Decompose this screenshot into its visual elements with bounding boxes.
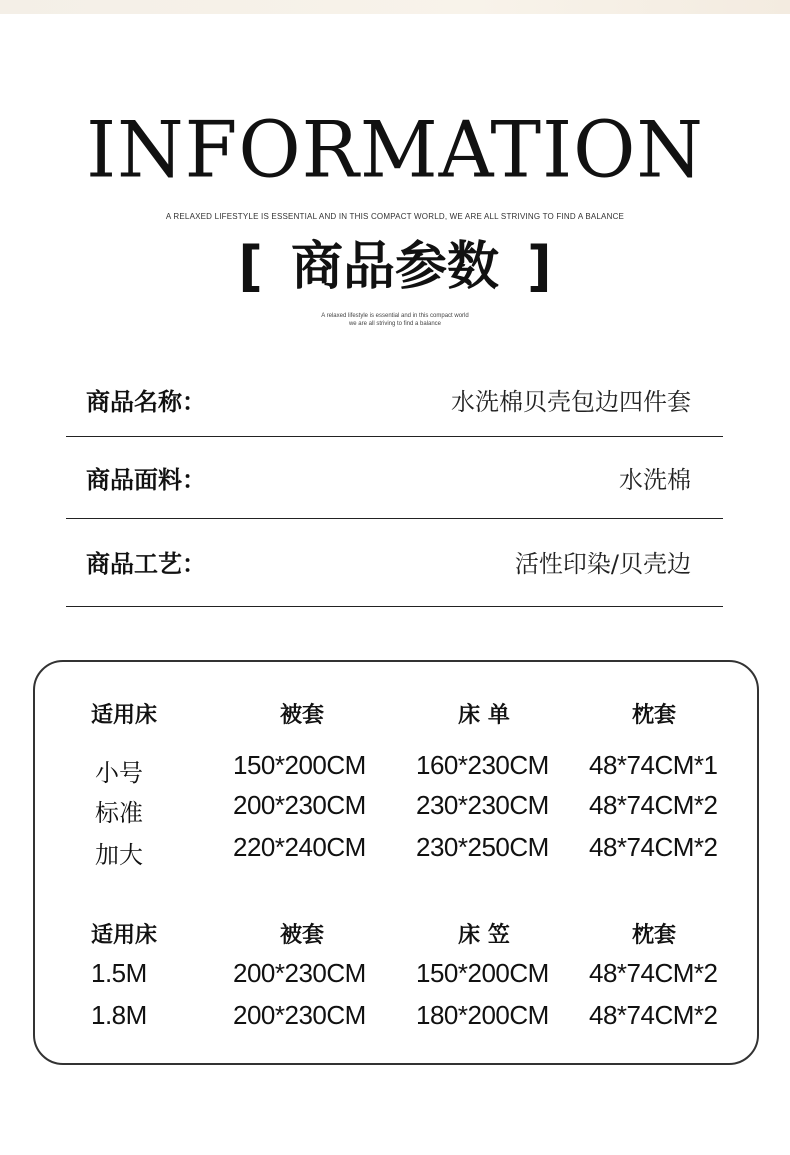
table-cell: 加大 [95,841,143,869]
info-label: 商品面料： [86,466,206,494]
table2-header-pillow: 枕套 [631,923,677,948]
table-cell: 160*230CM [416,750,549,780]
table2-header-bed: 适用床 [91,923,158,948]
table-cell: 48*74CM*2 [589,1000,718,1030]
information-title: INFORMATION [86,104,704,195]
info-row-fabric [66,436,723,519]
section-title-text: 商品参数 [290,237,499,297]
table-cell: 150*200CM [416,958,549,988]
table2-header-duvet: 被套 [279,923,325,948]
table1-header-pillow: 枕套 [631,703,677,728]
table-cell: 1.5M [91,958,147,988]
table-cell: 48*74CM*2 [589,832,718,862]
info-row-name [66,370,723,437]
table-cell: 230*230CM [416,790,549,820]
info-value: 活性印染/贝壳边 [514,550,691,578]
table1-header-sheet: 床 单 [458,703,510,728]
info-value: 水洗棉贝壳包边四件套 [451,388,691,416]
table-cell: 48*74CM*2 [589,790,718,820]
table-cell: 48*74CM*1 [589,750,718,780]
table-cell: 200*230CM [233,958,366,988]
left-bracket: [ [238,235,263,298]
info-value: 水洗棉 [619,466,691,494]
table-cell: 48*74CM*2 [589,958,718,988]
table-cell: 小号 [95,759,143,787]
table-cell: 200*230CM [233,790,366,820]
section-title [0,235,790,298]
table-cell: 标准 [95,799,143,827]
table1-header-bed: 适用床 [91,703,158,728]
table1-header-duvet: 被套 [279,703,325,728]
right-bracket: ] [527,235,552,298]
table-cell: 150*200CM [233,750,366,780]
small-tagline-1: A relaxed lifestyle is essential and in this compact world [321,313,469,319]
table2-header-fitted-sheet: 床 笠 [458,923,510,948]
table-cell: 180*200CM [416,1000,549,1030]
tagline: A RELAXED LIFESTYLE IS ESSENTIAL AND IN THIS COMPACT WORLD, WE ARE ALL STRIVING TO FIND A BALANCE [165,212,625,221]
small-tagline-2: we are all striving to find a balance [348,321,442,327]
table-cell: 1.8M [91,1000,147,1030]
table-cell: 230*250CM [416,832,549,862]
info-row-craft [66,518,723,607]
table-cell: 220*240CM [233,832,366,862]
info-label: 商品工艺： [86,550,206,578]
top-decorative-bar [0,0,790,14]
table-cell: 200*230CM [233,1000,366,1030]
info-label: 商品名称： [86,388,206,416]
size-spec-table [33,660,759,1065]
